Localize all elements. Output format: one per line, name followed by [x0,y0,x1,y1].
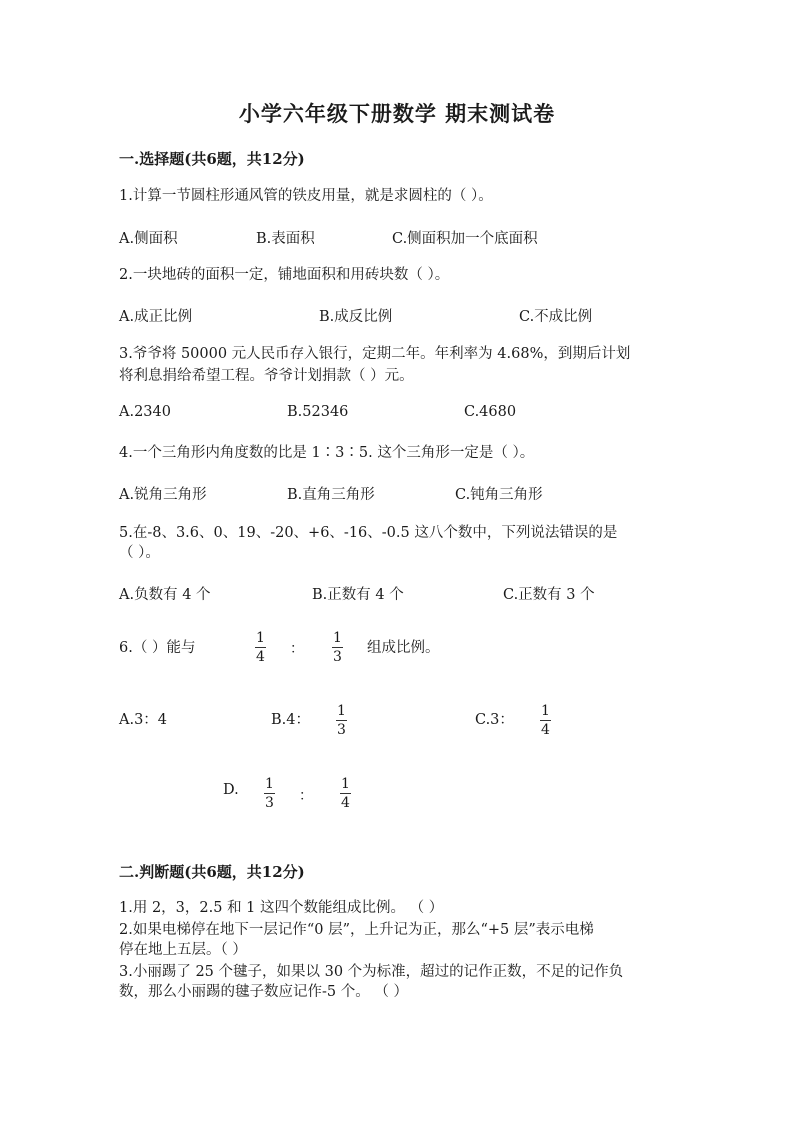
q6-fraction-1-denominator: 4 [256,649,265,665]
fraction-bar [540,720,551,721]
q6-option-d-numerator-2: 1 [341,776,350,792]
q1-option-a: A.侧面积 [119,231,178,247]
q6-option-b-denominator: 3 [337,722,346,738]
question-4: 4.一个三角形内角度数的比是 1∶3∶5. 这个三角形一定是（ ）。 [119,445,535,461]
q6-colon: ： [290,641,304,657]
q1-option-c: C.侧面积加一个底面积 [392,231,538,247]
fraction-bar [332,647,343,648]
page-title: 小学六年级下册数学 期末测试卷 [238,101,556,126]
q6-fraction-2-numerator: 1 [333,630,342,646]
q4-option-b: B.直角三角形 [287,487,375,503]
q3-option-c: C.4680 [464,404,517,420]
q6-option-d-denominator-2: 4 [341,795,350,811]
q6-option-b-label: B.4： [271,712,310,728]
q6-fraction-1-numerator: 1 [256,630,265,646]
q6-fraction-2-denominator: 3 [333,649,342,665]
question-1: 1.计算一节圆柱形通风管的铁皮用量，就是求圆柱的（ ）。 [119,188,493,204]
q2-option-b: B.成反比例 [319,309,393,325]
q6-option-c-fraction [540,703,551,738]
q6-fraction-2 [332,630,343,665]
judgement-2-line-2: 停在地上五层。（ ） [119,942,247,958]
judgement-3-line-1: 3.小丽踢了 25 个毽子，如果以 30 个为标准，超过的记作正数，不足的记作负 [119,964,624,980]
q1-option-b: B.表面积 [256,231,315,247]
q4-option-a: A.锐角三角形 [119,487,207,503]
question-5-line-1: 5.在-8、3.6、0、19、-20、+6、-16、-0.5 这八个数中，下列说法错误的是 [119,525,618,541]
q3-option-a: A.2340 [119,404,171,420]
q6-option-d-numerator-1: 1 [265,776,274,792]
q5-option-b: B.正数有 4 个 [312,587,404,603]
q6-option-d-denominator-1: 3 [265,795,274,811]
q6-option-d-label: D. [223,782,239,798]
q2-option-a: A.成正比例 [119,309,193,325]
q5-option-c: C.正数有 3 个 [503,587,595,603]
section-heading-judgement: 二.判断题(共6题，共12分) [119,863,305,881]
q6-option-b-fraction [336,703,347,738]
question-5-line-2: （ ）。 [119,545,160,561]
q6-fraction-1 [255,630,266,665]
q4-option-c: C.钝角三角形 [455,487,543,503]
fraction-bar [264,793,275,794]
q2-option-c: C.不成比例 [519,309,593,325]
q6-option-c-denominator: 4 [541,722,550,738]
q6-option-d-colon: ： [299,788,313,804]
q6-option-c-numerator: 1 [541,703,550,719]
q6-option-a: A.3：4 [119,712,168,728]
q6-option-b-numerator: 1 [337,703,346,719]
question-3-line-2: 将利息捐给希望工程。爷爷计划捐款（ ）元。 [119,368,414,384]
fraction-bar [336,720,347,721]
fraction-bar [255,647,266,648]
judgement-1: 1.用 2，3，2.5 和 1 这四个数能组成比例。 （ ） [119,900,444,916]
section-heading-choice: 一.选择题(共6题，共12分) [119,150,305,168]
q3-option-b: B.52346 [287,404,349,420]
fraction-bar [340,793,351,794]
q5-option-a: A.负数有 4 个 [119,587,211,603]
q6-option-d-fraction-2 [340,776,351,811]
question-2: 2.一块地砖的面积一定，铺地面积和用砖块数（ ）。 [119,267,450,283]
judgement-3-line-2: 数，那么小丽踢的毽子数应记作-5 个。 （ ） [119,984,408,1000]
question-6-suffix: 组成比例。 [367,640,440,656]
q6-option-d-fraction-1 [264,776,275,811]
judgement-2-line-1: 2.如果电梯停在地下一层记作“0 层”，上升记为正，那么“+5 层”表示电梯 [119,922,594,938]
question-3-line-1: 3.爷爷将 50000 元人民币存入银行，定期二年。年利率为 4.68%，到期后计划 [119,346,631,362]
question-6-prefix: 6.（ ）能与 [119,640,196,656]
q6-option-c-label: C.3： [475,712,514,728]
